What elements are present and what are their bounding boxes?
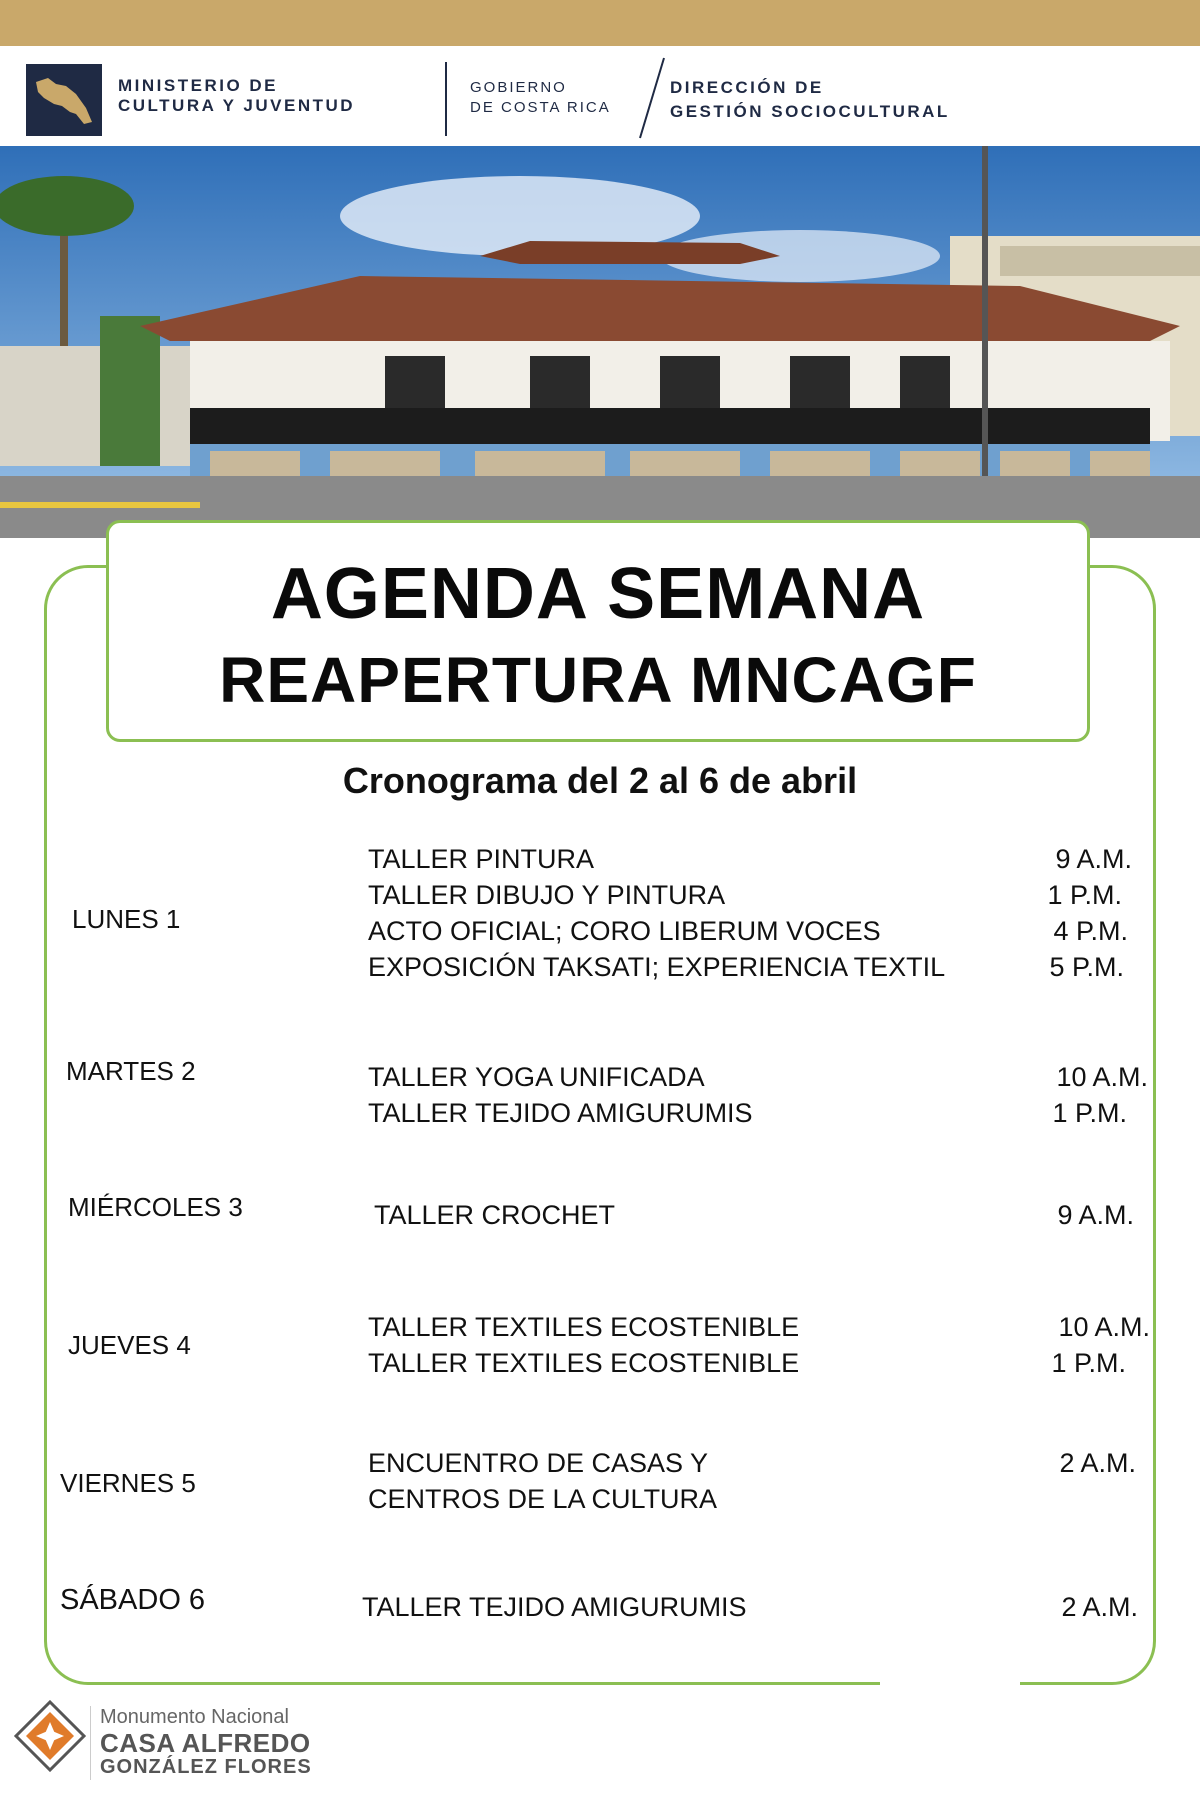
event-time: 4 P.M. <box>1053 916 1128 946</box>
event-name: TALLER CROCHET <box>374 1200 616 1230</box>
footer-line1: Monumento Nacional <box>100 1706 289 1728</box>
header-divider <box>445 62 447 136</box>
ministry-line2: CULTURA Y JUVENTUD <box>118 96 356 115</box>
day-label: SÁBADO 6 <box>60 1584 206 1616</box>
diamond-star-icon <box>14 1700 86 1772</box>
schedule-subtitle: Cronograma del 2 al 6 de abril <box>342 760 858 801</box>
event-name: TALLER TEXTILES ECOSTENIBLE <box>368 1312 800 1342</box>
monument-logo <box>14 1700 86 1777</box>
event-name: TALLER TEJIDO AMIGURUMIS <box>368 1098 753 1128</box>
event-time: 2 A.M. <box>1061 1592 1138 1622</box>
event-name: TALLER DIBUJO Y PINTURA <box>368 880 726 910</box>
footer-divider <box>90 1706 91 1780</box>
gov-line2: DE COSTA RICA <box>470 99 611 116</box>
title-line2: REAPERTURA MNCAGF <box>219 644 977 716</box>
footer-line2: CASA ALFREDO <box>100 1728 311 1758</box>
frame-gap <box>880 1665 1020 1685</box>
event-name: TALLER TEJIDO AMIGURUMIS <box>362 1592 747 1622</box>
ministry-line1: MINISTERIO DE <box>118 76 279 95</box>
event-name: TALLER TEXTILES ECOSTENIBLE <box>368 1348 800 1378</box>
event-name: TALLER PINTURA <box>368 844 595 874</box>
event-time: 1 P.M. <box>1052 1098 1127 1128</box>
title-box <box>106 520 1090 742</box>
day-label: VIERNES 5 <box>60 1468 196 1498</box>
event-time: 9 A.M. <box>1055 844 1132 874</box>
direccion-name <box>670 76 950 124</box>
event-time: 1 P.M. <box>1051 1348 1126 1378</box>
event-name: TALLER YOGA UNIFICADA <box>368 1062 705 1092</box>
header <box>0 46 1200 146</box>
event-time: 5 P.M. <box>1049 952 1124 982</box>
title-line1: AGENDA SEMANA <box>270 554 926 634</box>
footer-line3: GONZÁLEZ FLORES <box>100 1756 312 1778</box>
event-time: 1 P.M. <box>1047 880 1122 910</box>
event-name: CENTROS DE LA CULTURA <box>368 1484 718 1514</box>
gov-line1: GOBIERNO <box>470 79 567 96</box>
costa-rica-map-logo <box>26 64 102 136</box>
event-name: ACTO OFICIAL; CORO LIBERUM VOCES <box>368 916 881 946</box>
day-label: JUEVES 4 <box>68 1330 191 1360</box>
day-label: MIÉRCOLES 3 <box>68 1192 243 1222</box>
day-label: LUNES 1 <box>72 904 181 934</box>
header-slash-divider <box>620 56 670 140</box>
event-time: 2 A.M. <box>1059 1448 1136 1478</box>
event-time: 9 A.M. <box>1057 1200 1134 1230</box>
top-accent-bar <box>0 0 1200 46</box>
ministry-name <box>118 76 355 116</box>
event-time: 10 A.M. <box>1056 1062 1148 1092</box>
direccion-line1: DIRECCIÓN DE <box>670 78 824 97</box>
building-photo <box>0 146 1200 538</box>
event-name: ENCUENTRO DE CASAS Y <box>368 1448 709 1478</box>
day-label: MARTES 2 <box>66 1056 196 1086</box>
event-time: 10 A.M. <box>1058 1312 1150 1342</box>
direccion-line2: GESTIÓN SOCIOCULTURAL <box>670 102 950 121</box>
government-name <box>470 78 611 118</box>
event-name: EXPOSICIÓN TAKSATI; EXPERIENCIA TEXTIL <box>368 952 946 982</box>
